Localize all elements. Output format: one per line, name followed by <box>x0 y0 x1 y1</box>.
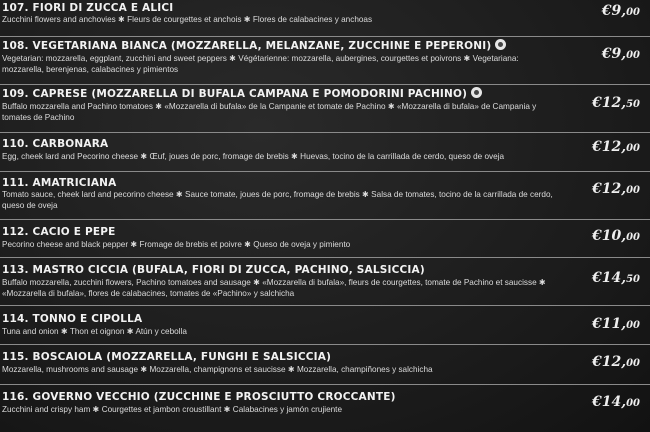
item-price: €12,00 <box>591 181 640 197</box>
item-description: Tomato sauce, cheek lard and pecorino cheese ✱ Sauce tomate, joues de porc, fromage de brebis ✱ Salsa de tomates, tocino de la carrillada de cerdo, queso de oveja <box>2 190 553 210</box>
item-description: Mozzarella, mushrooms and sausage ✱ Mozzarella, champignons et saucisse ✱ Mozzarella, champiñones y salchicha <box>2 365 433 374</box>
item-price: €11,00 <box>591 316 640 332</box>
item-title: 112. CACIO E PEPE <box>2 226 116 238</box>
item-price: €9,00 <box>601 46 640 62</box>
item-description: Buffalo mozzarella and Pachino tomatoes ✱ «Mozzarella di bufala» de la Campanie et tomate de Pachino ✱ «Mozzarella di bufala» de Campania y tomates de Pachino <box>2 102 537 122</box>
item-price: €9,00 <box>601 3 640 19</box>
item-price: €12,00 <box>591 354 640 370</box>
menu-item-111 <box>0 172 650 220</box>
item-title: 113. MASTRO CICCIA (BUFALA, FIORI DI ZUCCA, PACHINO, SALSICCIA) <box>2 264 425 276</box>
menu-item-110 <box>0 133 650 172</box>
item-price: €12,50 <box>591 95 640 111</box>
item-title: 114. TONNO E CIPOLLA <box>2 313 143 325</box>
menu-item-108 <box>0 37 650 85</box>
item-title: 115. BOSCAIOLA (MOZZARELLA, FUNGHI E SALSICCIA) <box>2 351 332 363</box>
item-title: 108. VEGETARIANA BIANCA (MOZZARELLA, MELANZANE, ZUCCHINE E PEPERONI) <box>2 39 506 52</box>
item-price: €10,00 <box>591 228 640 244</box>
item-title: 110. CARBONARA <box>2 138 109 150</box>
item-description: Egg, cheek lard and Pecorino cheese ✱ Œuf, joues de porc, fromage de brebis ✱ Huevas, tocino de la carrillada de cerdo, queso de oveja <box>2 152 505 161</box>
menu-item-107 <box>0 0 650 37</box>
item-price: €12,00 <box>591 139 640 155</box>
item-title: 109. CAPRESE (MOZZARELLA DI BUFALA CAMPANA E POMODORINI PACHINO) <box>2 87 482 100</box>
item-description: Vegetarian: mozzarella, eggplant, zucchini and sweet peppers ✱ Végétarienne: mozzarella, aubergines, courgettes et poivrons ✱ Vegetariana: mozzarella, berenjenas, calabacines y pimientos <box>2 54 519 74</box>
item-price: €14,50 <box>591 270 640 286</box>
item-description: Zucchini flowers and anchovies ✱ Fleurs de courgettes et anchois ✱ Flores de calabacines y anchoas <box>2 15 373 24</box>
item-description: Zucchini and crispy ham ✱ Courgettes et jambon croustillant ✱ Calabacines y jamón crujiente <box>2 405 343 414</box>
menu-item-116 <box>0 385 650 432</box>
item-title: 111. AMATRICIANA <box>2 177 117 189</box>
item-price: €14,00 <box>591 394 640 410</box>
menu-item-113 <box>0 258 650 306</box>
location-pin-icon <box>495 39 506 50</box>
item-title: 116. GOVERNO VECCHIO (ZUCCHINE E PROSCIUTTO CROCCANTE) <box>2 391 396 403</box>
menu-item-115 <box>0 345 650 385</box>
item-title: 107. FIORI DI ZUCCA E ALICI <box>2 2 174 14</box>
menu-item-114 <box>0 306 650 345</box>
item-description: Buffalo mozzarella, zucchini flowers, Pachino tomatoes and sausage ✱ «Mozzarella di bufala», fleurs de courgettes, tomate de Pachino et saucisse ✱ «Mozzarella di bufala», flores de calabacines, tomates de «Pachino» y salchicha <box>2 278 546 298</box>
menu-item-112 <box>0 220 650 258</box>
location-pin-icon <box>471 87 482 98</box>
menu-item-109 <box>0 85 650 133</box>
item-description: Pecorino cheese and black pepper ✱ Fromage de brebis et poivre ✱ Queso de oveja y pimiento <box>2 240 351 249</box>
item-description: Tuna and onion ✱ Thon et oignon ✱ Atún y cebolla <box>2 327 187 336</box>
